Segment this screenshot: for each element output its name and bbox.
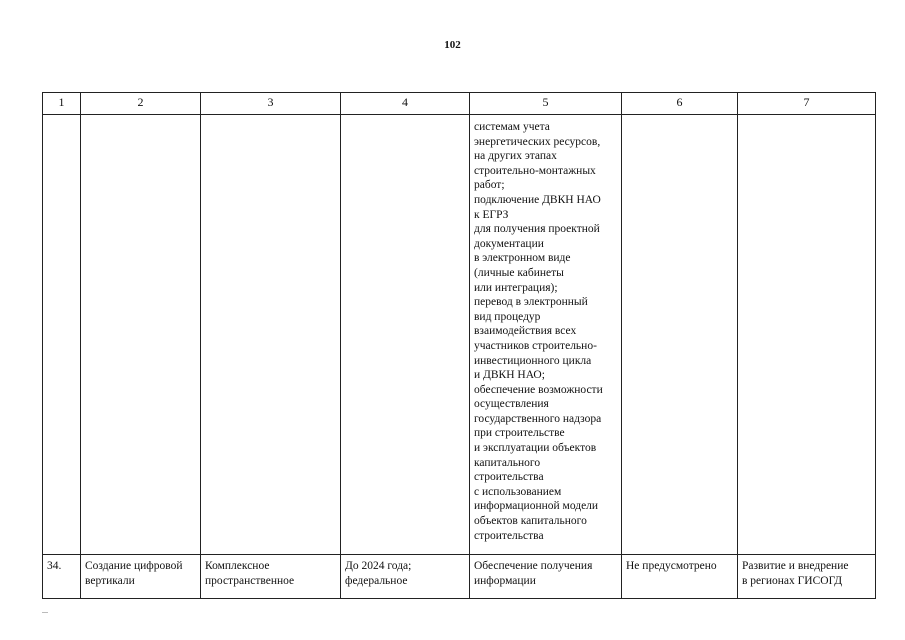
text-line: вертикали (85, 574, 135, 587)
measures-table (42, 92, 876, 599)
text-line: строительства (474, 529, 544, 542)
text-line: энергетических ресурсов, (474, 135, 601, 148)
page-number: 102 (444, 39, 461, 51)
funding-cell (622, 555, 738, 599)
text-line: для получения проектной (474, 223, 600, 236)
text-line: объектов капитального (474, 515, 587, 528)
text-line: на других этапах (474, 150, 557, 163)
cont-cell-5 (470, 115, 622, 555)
header-cell-7: 7 (738, 93, 876, 115)
deadline-cell (341, 555, 470, 599)
text-line: строительно-монтажных (474, 164, 596, 177)
cont-cell-4 (341, 115, 470, 555)
text-line: строительства (474, 471, 544, 484)
text-line: и ДВКН НАО; (474, 369, 545, 382)
continuation-row (43, 115, 876, 555)
comment-cell (738, 555, 876, 599)
cont-cell-7 (738, 115, 876, 555)
text-line: или интеграция); (474, 281, 558, 294)
cont-cell-6 (622, 115, 738, 555)
text-line: До 2024 года; (345, 560, 412, 572)
text-line: документации (474, 237, 544, 250)
text-line: Развитие и внедрение (742, 560, 849, 572)
text-line: перевод в электронный (474, 296, 588, 309)
text-line: инвестиционного цикла (474, 354, 592, 367)
header-row (43, 93, 876, 115)
cont-cell-2 (81, 115, 201, 555)
project-cell (201, 555, 341, 599)
text-line: и эксплуатации объектов (474, 442, 597, 455)
scan-edge-mark (42, 612, 48, 613)
header-cell-3: 3 (201, 93, 341, 115)
measure-name-cell (81, 555, 201, 599)
header-cell-2: 2 (81, 93, 201, 115)
text-line: подключение ДВКН НАО (474, 193, 601, 206)
text-line: с использованием (474, 485, 562, 498)
text-line: в регионах ГИСОГД (742, 574, 843, 587)
header-cell-5: 5 (470, 93, 622, 115)
text-line: капитального (474, 456, 541, 469)
text-line: участников строительно- (474, 339, 597, 352)
text-line: Создание цифровой (85, 560, 183, 572)
cont-cell-1 (43, 115, 81, 555)
text-line: государственного надзора (474, 412, 602, 425)
text-line: вид процедур (474, 310, 541, 323)
text-line: информации (474, 574, 536, 587)
text-line: федеральное (345, 574, 408, 587)
text-line: взаимодействия всех (474, 325, 577, 338)
text-line: пространственное (205, 574, 295, 587)
text-line: (личные кабинеты (474, 266, 564, 279)
text-line: к ЕГРЗ (474, 208, 509, 221)
text-line: в электронном виде (474, 252, 571, 265)
result-cell (470, 555, 622, 599)
text-line: обеспечение возможности (474, 383, 603, 396)
text-line: при строительстве (474, 427, 565, 440)
table-row-34 (43, 555, 876, 599)
text-line: Комплексное (205, 560, 270, 572)
text-line: системам учета (474, 121, 550, 133)
text-line: Не предусмотрено (626, 560, 717, 572)
cont-cell-3 (201, 115, 341, 555)
text-line: работ; (474, 179, 505, 192)
header-cell-4: 4 (341, 93, 470, 115)
row-number: 34. (43, 555, 81, 599)
text-line: Обеспечение получения (474, 560, 593, 572)
text-line: осуществления (474, 398, 549, 411)
header-cell-6: 6 (622, 93, 738, 115)
text-line: информационной модели (474, 500, 599, 513)
header-cell-1: 1 (43, 93, 81, 115)
